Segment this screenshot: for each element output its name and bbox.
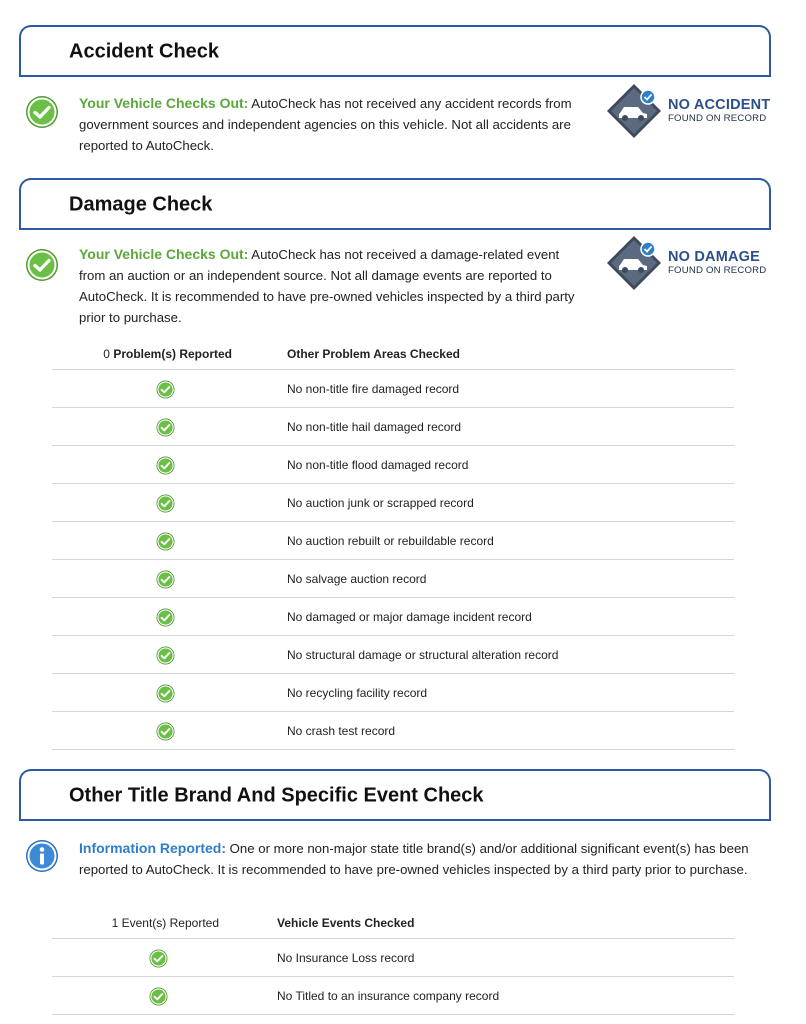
table-row — [52, 370, 734, 408]
row-label: No auction junk or scrapped record — [287, 496, 474, 510]
check-circle-icon — [156, 494, 175, 513]
car-diamond-icon — [605, 82, 665, 140]
table-row — [52, 408, 734, 446]
badge-main-text: NO DAMAGE — [668, 249, 761, 265]
check-circle-icon — [149, 987, 168, 1006]
no-accident-badge — [605, 82, 775, 142]
other-title-brand-title: Other Title Brand And Specific Event Check — [69, 784, 484, 807]
car-diamond-icon — [605, 234, 665, 292]
damage-table-body — [52, 370, 734, 750]
row-label: No structural damage or structural alteration record — [287, 648, 559, 662]
other-status-body: One or more non-major state title brand(s) and/or additional significant event(s) has been reported to AutoCheck. It is recommended to have pre-owned vehicles inspected by a third party prior to purchase. — [79, 841, 749, 877]
check-circle-icon — [156, 722, 175, 741]
row-label: No salvage auction record — [287, 572, 427, 586]
info-circle-icon — [25, 839, 59, 873]
table-row — [52, 674, 734, 712]
other-title-brand-header — [19, 769, 771, 821]
table-row — [52, 446, 734, 484]
row-label: No recycling facility record — [287, 686, 428, 700]
row-label: No crash test record — [287, 724, 396, 738]
row-label: No non-title hail damaged record — [287, 420, 462, 434]
problems-count: 0 — [103, 347, 110, 361]
other-status-text — [79, 838, 769, 880]
green-check-circle-icon — [25, 95, 59, 129]
check-circle-icon — [156, 456, 175, 475]
damage-problems-table — [52, 336, 734, 750]
row-label: No auction rebuilt or rebuildable record — [287, 534, 494, 548]
vehicle-events-header: Vehicle Events Checked — [277, 916, 415, 930]
badge-sub-text: FOUND ON RECORD — [668, 113, 767, 124]
problems-count-label: Problem(s) Reported — [113, 347, 232, 361]
check-circle-icon — [156, 570, 175, 589]
row-label: No non-title fire damaged record — [287, 382, 460, 396]
row-label: No Insurance Loss record — [277, 951, 415, 965]
accident-status-lead: Your Vehicle Checks Out: — [79, 95, 249, 111]
damage-status-text — [79, 244, 589, 328]
accident-status-body: AutoCheck has not received any accident records from government sources and independent agencies on this vehicle. Not all accidents are reported to AutoCheck. — [79, 96, 572, 153]
check-circle-icon — [156, 684, 175, 703]
row-label: No damaged or major damage incident record — [287, 610, 532, 624]
accident-status-text — [79, 93, 589, 156]
table-header — [52, 336, 734, 370]
row-label: No Titled to an insurance company record — [277, 989, 500, 1003]
table-row — [52, 977, 734, 1015]
accident-check-header — [19, 25, 771, 77]
damage-status-lead: Your Vehicle Checks Out: — [79, 246, 249, 262]
vehicle-events-table — [52, 905, 734, 1015]
check-circle-icon — [149, 949, 168, 968]
damage-check-header — [19, 178, 771, 230]
check-circle-icon — [156, 646, 175, 665]
badge-main-text: NO ACCIDENT — [668, 97, 771, 113]
table-row — [52, 939, 734, 977]
events-count-header: 1 Event(s) Reported — [111, 916, 219, 930]
other-status-lead: Information Reported: — [79, 840, 226, 856]
table-row — [52, 484, 734, 522]
badge-sub-text: FOUND ON RECORD — [668, 265, 767, 276]
check-circle-icon — [156, 380, 175, 399]
damage-check-title: Damage Check — [69, 193, 213, 216]
check-circle-icon — [156, 532, 175, 551]
table-row — [52, 522, 734, 560]
accident-check-title: Accident Check — [69, 40, 220, 63]
events-table-body — [52, 939, 734, 1015]
table-row — [52, 598, 734, 636]
problem-areas-header: Other Problem Areas Checked — [287, 347, 460, 361]
damage-status-body: AutoCheck has not received a damage-related event from an auction or an independent source. Not all damage events are reported to AutoCheck. It is recommended to have pre-owned vehicles inspected by a third party prior to purchase. — [79, 247, 575, 325]
problems-count-header — [103, 347, 232, 361]
table-row — [52, 560, 734, 598]
check-circle-icon — [156, 608, 175, 627]
row-label: No non-title flood damaged record — [287, 458, 469, 472]
table-row — [52, 636, 734, 674]
check-circle-icon — [156, 418, 175, 437]
green-check-circle-icon — [25, 248, 59, 282]
no-damage-badge — [605, 234, 775, 294]
table-header — [52, 905, 734, 939]
table-row — [52, 712, 734, 750]
